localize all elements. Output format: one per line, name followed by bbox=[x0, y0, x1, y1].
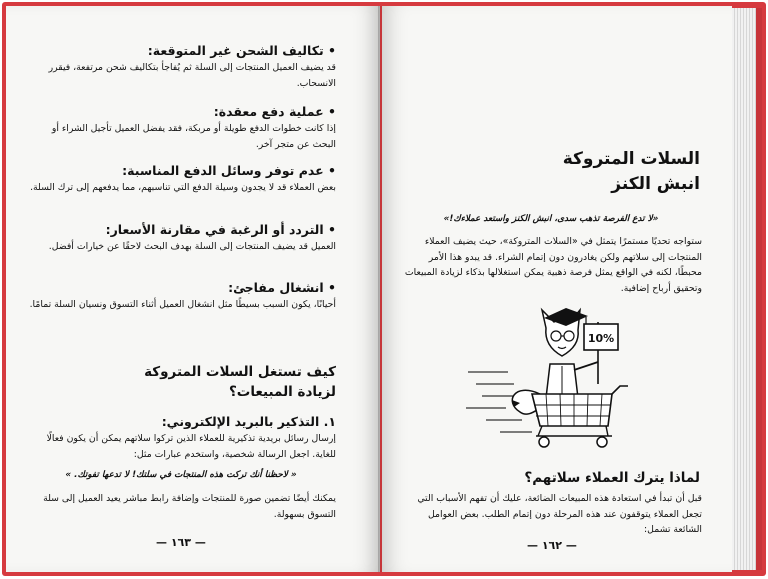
page-number: — ١٦٢ — bbox=[527, 539, 577, 552]
sign-label: 10% bbox=[587, 332, 615, 345]
right-page bbox=[382, 6, 732, 572]
reason-text: أحيانًا، يكون السبب بسيطًا مثل انشغال العميل أثناء التسوق ونسيان السلة تمامًا. bbox=[29, 299, 336, 310]
reason-title: • انشغال مفاجئ: bbox=[228, 280, 336, 295]
section-title: لماذا يترك العملاء سلاتهم؟ bbox=[524, 470, 700, 486]
section-title: لزيادة المبيعات؟ bbox=[228, 384, 336, 400]
page-edges bbox=[732, 8, 762, 570]
section-title: كيف تستغل السلات المتروكة bbox=[144, 364, 336, 380]
reason-text: قد يضيف العميل المنتجات إلى السلة ثم يُفاجأ بتكاليف شحن مرتفعة، فيقرر الانسحاب. bbox=[48, 62, 336, 89]
subsection-text: إرسال رسائل بريدية تذكيرية للعملاء الذين تركوا سلاتهم يمكن أن يكون فعالًا للغاية. اجعل الرسالة شخصية، واستخدم عبارات مثل: bbox=[46, 433, 336, 460]
reason-title: • عملية دفع معقدة: bbox=[213, 104, 336, 119]
reason-title: • عدم توفر وسائل الدفع المناسبة: bbox=[122, 163, 336, 178]
cover-edge bbox=[756, 8, 762, 570]
page-number: — ١٦٣ — bbox=[156, 536, 206, 549]
intro-text: ستواجه تحديًا مستمرًا يتمثل في «السلات المتروكة»، حيث يضيف العملاء المنتجات إلى سلاتهم ولكن يغادرون دون إتمام الشراء. قد يبدو هذا الأمر محبطًا، لكنه في الواقع يمثل فرصة ذهبية يمكن استغلالها بذكاء لزيادة المبيعات وتحقيق أرباح إضافية. bbox=[404, 236, 702, 294]
subsection-title: ١. التذكير بالبريد الإلكتروني: bbox=[161, 414, 336, 429]
section-text: قبل أن تبدأ في استعادة هذه المبيعات الضائعة، عليك أن تفهم الأسباب التي تجعل العملاء يتوقفون عند هذه المرحلة دون إتمام الطلب. بعض العوامل الشائعة تشمل: bbox=[417, 493, 702, 535]
reason-title: • التردد أو الرغبة في مقارنة الأسعار: bbox=[105, 222, 336, 237]
chapter-subtitle: انبش الكنز bbox=[611, 174, 700, 194]
reason-title: • تكاليف الشحن غير المتوقعة: bbox=[147, 43, 336, 58]
fox-cart-illustration bbox=[462, 302, 632, 452]
reason-text: بعض العملاء قد لا يجدون وسيلة الدفع التي تناسبهم، مما يدفعهم إلى ترك السلة. bbox=[30, 182, 336, 193]
chapter-title: السلات المتروكة bbox=[562, 149, 700, 169]
example-quote: « لاحظنا أنك تركت هذه المنتجات في سلتك! لا تدعها تفوتك. » bbox=[65, 470, 297, 480]
epigraph: «لا تدع الفرصة تذهب سدى، انبش الكنز واستعد عملاءك!» bbox=[443, 214, 659, 224]
reason-text: إذا كانت خطوات الدفع طويلة أو مربكة، فقد يفضل العميل تأجيل الشراء أو البحث عن متجر آخر. bbox=[51, 123, 336, 150]
closing-text: يمكنك أيضًا تضمين صورة للمنتجات وإضافة رابط مباشر يعيد العميل إلى سلة التسوق بسهولة. bbox=[43, 493, 336, 520]
reason-text: العميل قد يضيف المنتجات إلى السلة بهدف البحث لاحقًا عن خيارات أفضل. bbox=[48, 241, 336, 252]
left-page bbox=[6, 6, 380, 572]
